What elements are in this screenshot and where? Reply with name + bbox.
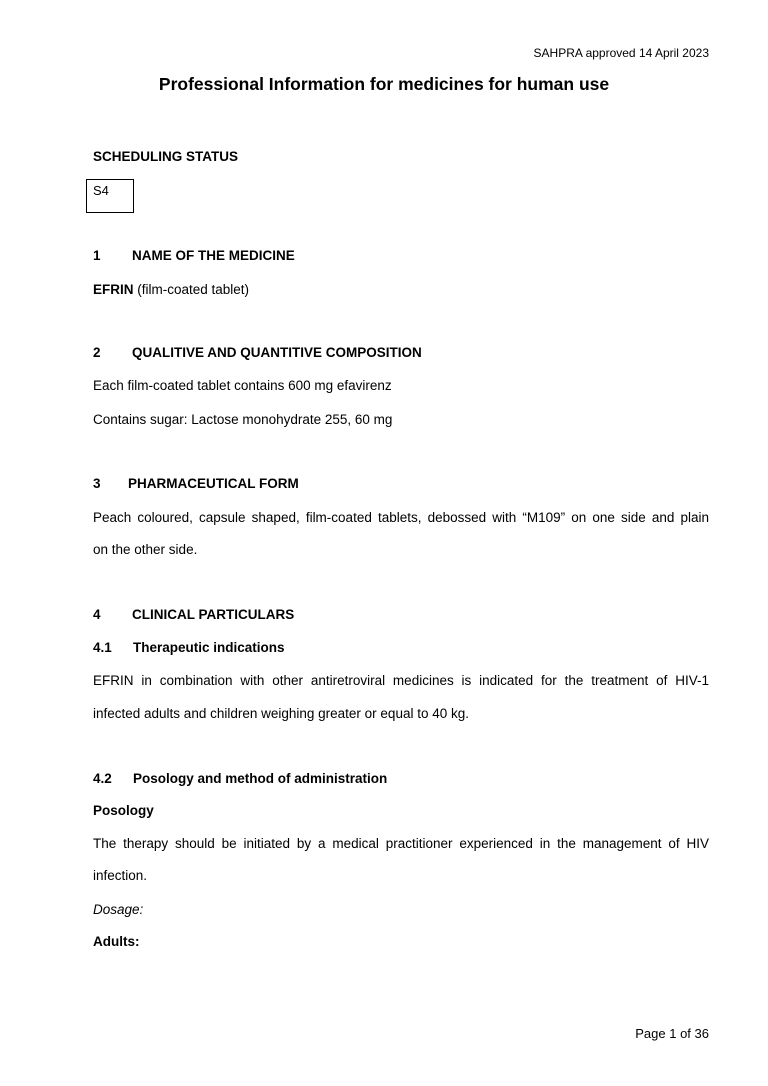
section-1-number: 1	[93, 248, 101, 263]
page-title: Professional Information for medicines for human use	[158, 74, 610, 94]
posology-line-2: infection.	[93, 868, 148, 883]
approval-note: SAHPRA approved 14 April 2023	[533, 46, 709, 60]
section-2-heading: QUALITIVE AND QUANTITIVE COMPOSITION	[132, 345, 422, 360]
scheduling-heading: SCHEDULING STATUS	[93, 149, 238, 164]
pharm-form-line-2: on the other side.	[93, 542, 198, 557]
subsection-4-1-number: 4.1	[93, 640, 112, 655]
section-2-number: 2	[93, 345, 101, 360]
indications-line-2: infected adults and children weighing greater or equal to 40 kg.	[93, 706, 469, 721]
posology-line-1: The therapy should be initiated by a medical practitioner experienced in the management of HIV	[93, 836, 709, 851]
subsection-4-1-heading: Therapeutic indications	[133, 640, 285, 655]
indications-line-1: EFRIN in combination with other antiretroviral medicines is indicated for the treatment of HIV-1	[93, 673, 709, 688]
scheduling-value: S4	[93, 183, 109, 198]
section-4-heading: CLINICAL PARTICULARS	[132, 607, 295, 622]
section-1-heading: NAME OF THE MEDICINE	[132, 248, 295, 263]
subsection-4-2-number: 4.2	[93, 771, 112, 786]
subsection-4-2-heading: Posology and method of administration	[133, 771, 388, 786]
medicine-form-note: (film-coated tablet)	[133, 282, 250, 297]
adults-label: Adults:	[93, 934, 140, 949]
dosage-label: Dosage:	[93, 902, 144, 917]
medicine-name-line	[93, 282, 249, 297]
composition-line-2: Contains sugar: Lactose monohydrate 255, 60 mg	[93, 412, 393, 427]
page-number: Page 1 of 36	[635, 1026, 709, 1041]
section-4-number: 4	[93, 607, 101, 622]
posology-heading: Posology	[93, 803, 154, 818]
scheduling-box	[86, 179, 134, 213]
pharm-form-line-1: Peach coloured, capsule shaped, film-coated tablets, debossed with “M109” on one side and plain	[93, 510, 709, 525]
section-3-number: 3	[93, 476, 101, 491]
section-3-heading: PHARMACEUTICAL FORM	[128, 476, 299, 491]
composition-line-1: Each film-coated tablet contains 600 mg efavirenz	[93, 378, 392, 393]
medicine-name: EFRIN	[93, 282, 134, 297]
